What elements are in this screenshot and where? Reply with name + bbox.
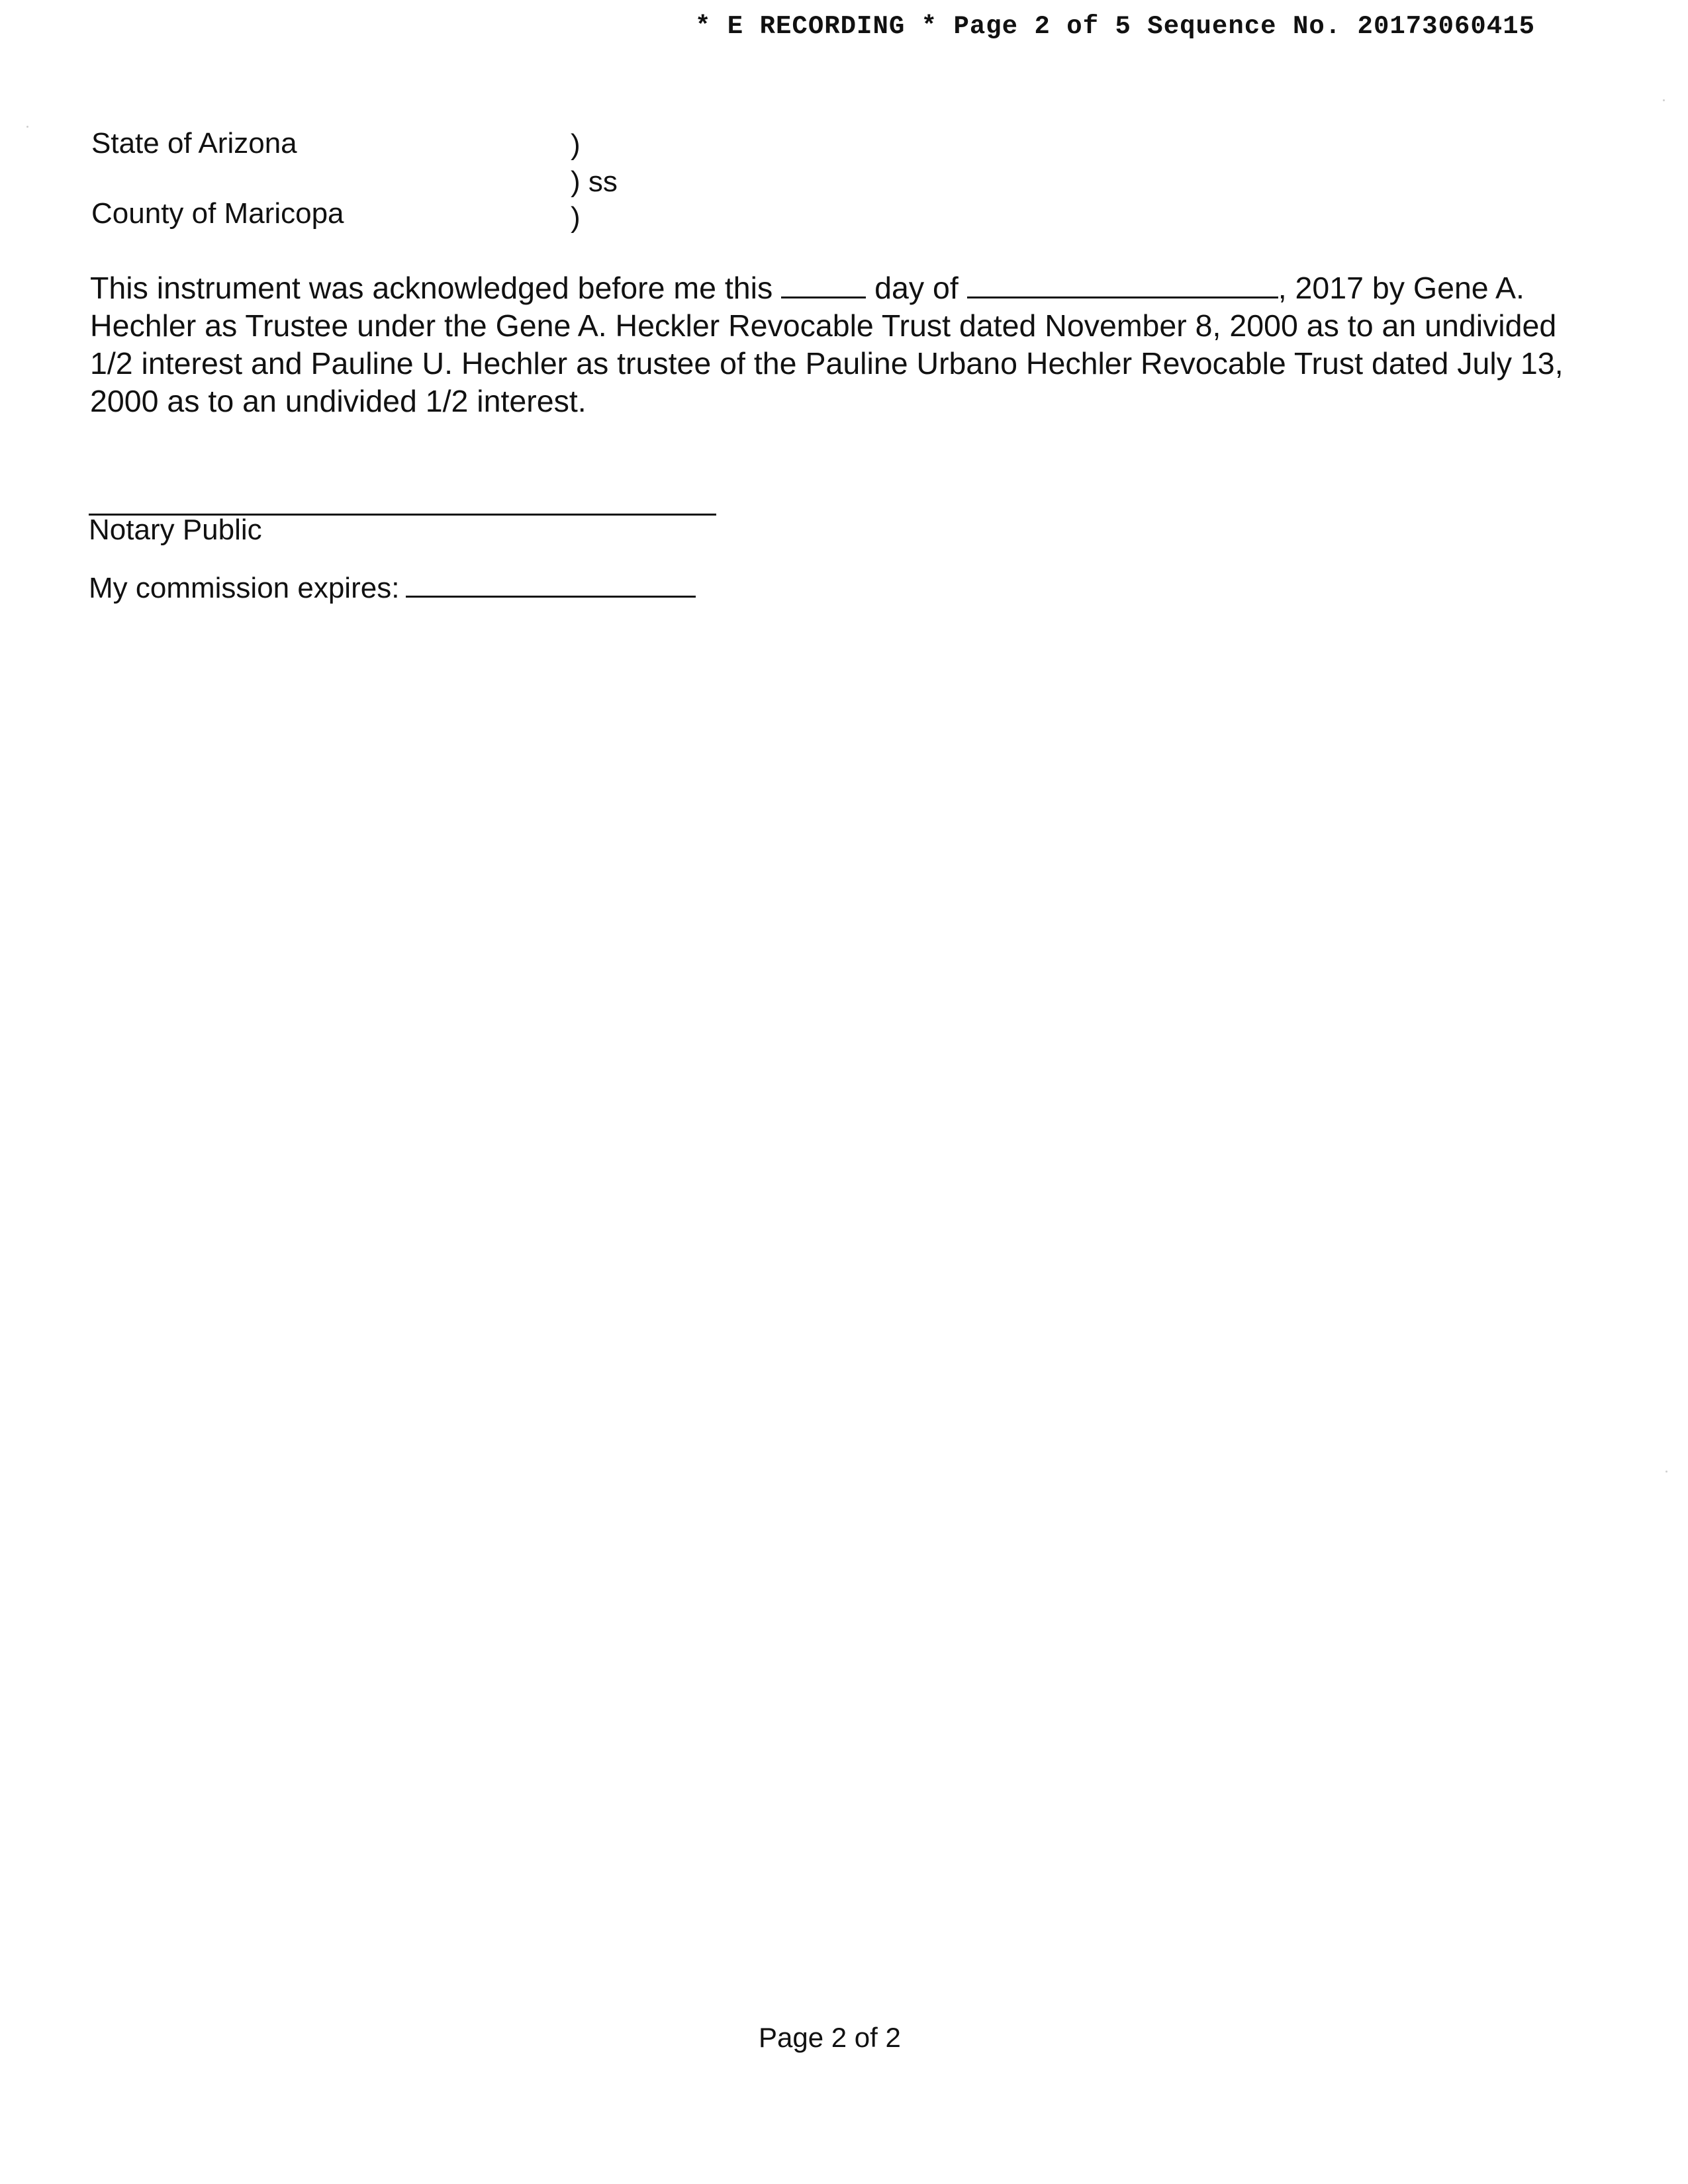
commission-expires-blank [406,564,696,598]
acknowledgment-part-1: This instrument was acknowledged before me this [90,271,773,305]
scan-speck [1665,1471,1667,1473]
acknowledgment-part-3: , 2017 by Gene A. Hechler as Trustee under the Gene A. Heckler Revocable Trust dated November 8, 2000 as to an undivided 1/2 interest and Pauline U. Hechler as trustee of the Pauline Urbano Hechler Revocable Trust dated July 13, 2000 as to an undivided 1/2 interest. [90,271,1564,418]
page-number: Page 2 of 2 [759,2022,901,2053]
venue-paren-ss: ) ss [571,165,618,198]
venue-paren-bottom: ) [571,201,581,234]
commission-expires-label: My commission expires: [89,572,400,604]
acknowledgment-part-2: day of [874,271,959,305]
notary-public-label: Notary Public [89,514,262,546]
venue-state: State of Arizona [91,127,297,159]
commission-expires-row [89,564,696,605]
acknowledgment-paragraph [90,269,1566,420]
venue-paren-top: ) [571,128,581,161]
day-blank [781,269,866,298]
scan-speck [26,126,28,128]
recording-header: * E RECORDING * Page 2 of 5 Sequence No. 20173060415 [695,12,1535,41]
month-blank [967,269,1278,298]
scan-speck [1663,99,1665,101]
venue-county: County of Maricopa [91,197,344,230]
